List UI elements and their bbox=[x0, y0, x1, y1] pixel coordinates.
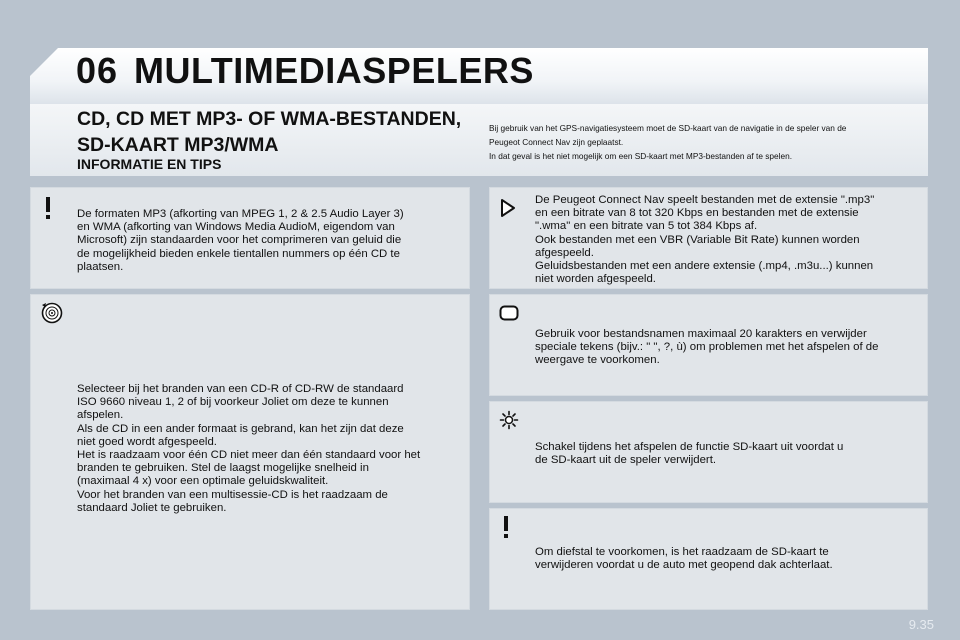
warning-exclamation-icon bbox=[498, 515, 514, 539]
text-line: niet worden afgespeeld. bbox=[535, 273, 656, 286]
panel-text-formats bbox=[77, 208, 467, 274]
text-line: Om diefstal te voorkomen, is het raadzaam de SD-kaart te bbox=[535, 546, 829, 558]
text-line: weergave te voorkomen. bbox=[535, 354, 660, 367]
text-line: ISO 9660 niveau 1, 2 of bij voorkeur Joliet om deze te kunnen bbox=[77, 396, 389, 409]
text-line: Microsoft) zijn standaarden voor het comprimeren van geluid die bbox=[77, 234, 402, 247]
text-line: Het is raadzaam voor één CD niet meer dan één standaard voor het bbox=[77, 449, 421, 462]
panel-text-supported-files bbox=[535, 194, 925, 286]
text-line: Ook bestanden met een VBR (Variable Bit Rate) kunnen worden bbox=[535, 233, 860, 246]
page-number: 9.35 bbox=[908, 617, 934, 632]
sun-light-icon bbox=[497, 408, 521, 432]
text-line: afspelen. bbox=[77, 409, 124, 422]
intro-note bbox=[489, 121, 919, 163]
text-line: speciale tekens (bijv.: " ", ?, ù) om problemen met het afspelen of de bbox=[535, 341, 879, 354]
text-line: branden te gebruiken. Stel de laagst mogelijke snelheid in bbox=[77, 462, 369, 475]
intro-line: In dat geval is het niet mogelijk om een SD-kaart met MP3-bestanden af te spelen. bbox=[489, 151, 792, 161]
intro-line: Bij gebruik van het GPS-navigatiesysteem moet de SD-kaart van de navigatie in de speler van de bbox=[489, 123, 847, 133]
text-line: De Peugeot Connect Nav speelt bestanden met de extensie ".mp3" bbox=[535, 194, 875, 206]
panel-text-cd-burning bbox=[77, 383, 467, 515]
text-line: Als de CD in een ander formaat is gebrand, kan het zijn dat deze bbox=[77, 422, 404, 435]
text-line: (maximaal 4 x) voor een optimale geluidskwaliteit. bbox=[77, 475, 329, 488]
section-subtitle: INFORMATIE EN TIPS bbox=[77, 156, 222, 172]
text-line: de SD-kaart uit de speler verwijdert. bbox=[535, 454, 717, 467]
text-line: niet goed wordt afgespeeld. bbox=[77, 435, 217, 448]
section-title-line-2: SD-KAART MP3/WMA bbox=[77, 134, 279, 156]
panel-text-theft-prevention bbox=[535, 546, 925, 572]
intro-line: Peugeot Connect Nav zijn geplaatst. bbox=[489, 137, 624, 147]
play-triangle-icon bbox=[497, 196, 519, 220]
text-line: Schakel tijdens het afspelen de functie SD-kaart uit voordat u bbox=[535, 441, 844, 453]
panel-text-filename-rules bbox=[535, 328, 925, 368]
text-line: ".wma" en een bitrate van 5 tot 384 Kbps af. bbox=[535, 220, 758, 233]
text-line: De formaten MP3 (afkorting van MPEG 1, 2 & 2.5 Audio Layer 3) bbox=[77, 208, 404, 220]
text-line: en WMA (afkorting van Windows Media AudioM, eigendom van bbox=[77, 221, 395, 234]
text-line: standaard Joliet te gebruiken. bbox=[77, 501, 227, 514]
section-title bbox=[77, 106, 477, 158]
cd-disc-icon bbox=[40, 301, 64, 325]
text-line: verwijderen voordat u de auto met geopend dak achterlaat. bbox=[535, 559, 833, 572]
text-line: Selecteer bij het branden van een CD-R of CD-RW de standaard bbox=[77, 383, 404, 395]
text-line: Geluidsbestanden met een andere extensie (.mp4, .m3u...) kunnen bbox=[535, 260, 874, 273]
text-line: Gebruik voor bestandsnamen maximaal 20 karakters en verwijder bbox=[535, 328, 867, 340]
text-line: afgespeeld. bbox=[535, 246, 594, 259]
section-title-line-1: CD, CD MET MP3- OF WMA-BESTANDEN, bbox=[77, 108, 462, 130]
warning-exclamation-icon bbox=[40, 196, 56, 220]
chapter-number: 06 bbox=[76, 50, 119, 91]
text-line: de mogelijkheid bieden enkele tientallen nummers op één CD te bbox=[77, 247, 400, 260]
text-line: Voor het branden van een multisessie-CD is het raadzaam de bbox=[77, 488, 388, 501]
chapter-title: MULTIMEDIASPELERS bbox=[134, 50, 534, 91]
text-line: en een bitrate van 8 tot 320 Kbps en bestanden met de extensie bbox=[535, 207, 859, 220]
rounded-square-icon bbox=[497, 302, 521, 324]
panel-text-sd-removal bbox=[535, 441, 925, 467]
text-line: plaatsen. bbox=[77, 260, 124, 273]
